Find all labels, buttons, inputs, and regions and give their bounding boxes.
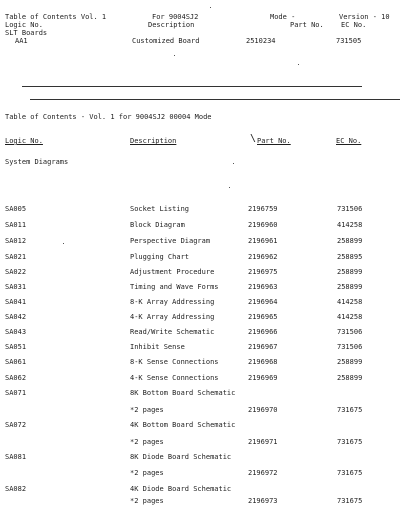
row-ec-no: 414258 [337,221,363,229]
row-logic-no: SA062 [5,374,27,382]
row-logic-no: SA005 [5,205,27,213]
row-logic-no: SA051 [5,343,27,351]
row-logic-no: SA011 [5,221,27,229]
row-description: *2 pages [130,438,164,446]
row-logic-no: SA041 [5,298,27,306]
row-description: Perspective Diagram [130,237,211,245]
row-description: 4K Diode Board Schematic [130,485,232,493]
row-ec-no: 258899 [337,237,363,245]
row-part-no: 2196960 [248,221,278,229]
header-logic-label: Logic No. [5,21,43,29]
row-description: Block Diagram [130,221,185,229]
row-part-no: 2196973 [248,497,278,505]
row-part-no: 2196969 [248,374,278,382]
row-description: Read/Write Schematic [130,328,215,336]
row-description: 8K Diode Board Schematic [130,453,232,461]
row-ec-no: 258899 [337,358,363,366]
row-ec-no: 731506 [337,328,363,336]
row-description: *2 pages [130,406,164,414]
header-mode: Mode - [270,13,296,21]
row-part-no: 2196972 [248,469,278,477]
row-logic-no: SA021 [5,253,27,261]
row-ec-no: 731675 [337,469,363,477]
row-part-no: 2196966 [248,328,278,336]
row-ec-no: 258899 [337,283,363,291]
row-ec-no: 731675 [337,406,363,414]
row-description: Socket Listing [130,205,190,213]
row-description: Timing and Wave Forms [130,283,219,291]
row-ec-no: 258899 [337,374,363,382]
row-part-no: 2196962 [248,253,278,261]
scan-speck [229,187,230,188]
row-description: 4-K Array Addressing [130,313,215,321]
row-logic-no: SA081 [5,453,27,461]
separator-rule-lower [30,99,400,100]
scan-speck [298,64,299,65]
row-logic-no: SA012 [5,237,27,245]
row-description: Adjustment Procedure [130,268,215,276]
header-title: Table of Contents Vol. 1 [5,13,107,21]
row-ec-no: 414258 [337,298,363,306]
row-description: 8K Bottom Board Schematic [130,389,236,397]
row-description: 4-K Sense Connections [130,374,219,382]
row-logic-no: SA022 [5,268,27,276]
row-ec-no: 258895 [337,253,363,261]
row-description: Inhibit Sense [130,343,185,351]
row-logic-no: SA042 [5,313,27,321]
separator-rule-upper [22,86,362,87]
row-ec-no: 731506 [337,343,363,351]
section-title: Table of Contents - Vol. 1 for 9004SJ2 00004 Mode [5,113,212,121]
row-ec-no: 731675 [337,497,363,505]
row-description: 8-K Array Addressing [130,298,215,306]
row-logic-no: SA061 [5,358,27,366]
header-board-ec: 731505 [336,37,362,45]
row-logic-no: SA072 [5,421,27,429]
scan-speck [174,55,175,56]
col-ec-header: EC No. [336,137,362,145]
row-part-no: 2196971 [248,438,278,446]
row-part-no: 2196759 [248,205,278,213]
header-board-part: 2510234 [246,37,276,45]
scan-speck [63,243,64,244]
row-logic-no: SA071 [5,389,27,397]
header-model: For 9004SJ2 [152,13,199,21]
col-part-header: Part No. [257,137,291,145]
row-part-no: 2196968 [248,358,278,366]
header-ec-label: EC No. [341,21,367,29]
header-description-label: Description [148,21,195,29]
row-logic-no: SA043 [5,328,27,336]
header-group: SLT Boards [5,29,48,37]
header-version: Version - 10 [339,13,390,21]
group-label: System Diagrams [5,158,69,166]
row-ec-no: 258899 [337,268,363,276]
row-part-no: 2196970 [248,406,278,414]
header-board-description: Customized Board [132,37,200,45]
row-part-no: 2196963 [248,283,278,291]
row-part-no: 2196965 [248,313,278,321]
row-description: Plugging Chart [130,253,190,261]
row-ec-no: 731675 [337,438,363,446]
row-logic-no: SA082 [5,485,27,493]
row-description: 4K Bottom Board Schematic [130,421,236,429]
col-logic-header: Logic No. [5,137,43,145]
row-part-no: 2196961 [248,237,278,245]
row-description: 8-K Sense Connections [130,358,219,366]
col-description-header: Description [130,137,177,145]
row-part-no: 2196964 [248,298,278,306]
checkmark-icon: \ [250,133,257,144]
row-ec-no: 731506 [337,205,363,213]
row-logic-no: SA031 [5,283,27,291]
row-part-no: 2196975 [248,268,278,276]
row-part-no: 2196967 [248,343,278,351]
header-board-logic: AA1 [15,37,28,45]
row-description: *2 pages [130,497,164,505]
header-part-label: Part No. [290,21,324,29]
scan-speck [233,163,234,164]
scan-speck [210,7,211,8]
row-description: *2 pages [130,469,164,477]
row-ec-no: 414258 [337,313,363,321]
